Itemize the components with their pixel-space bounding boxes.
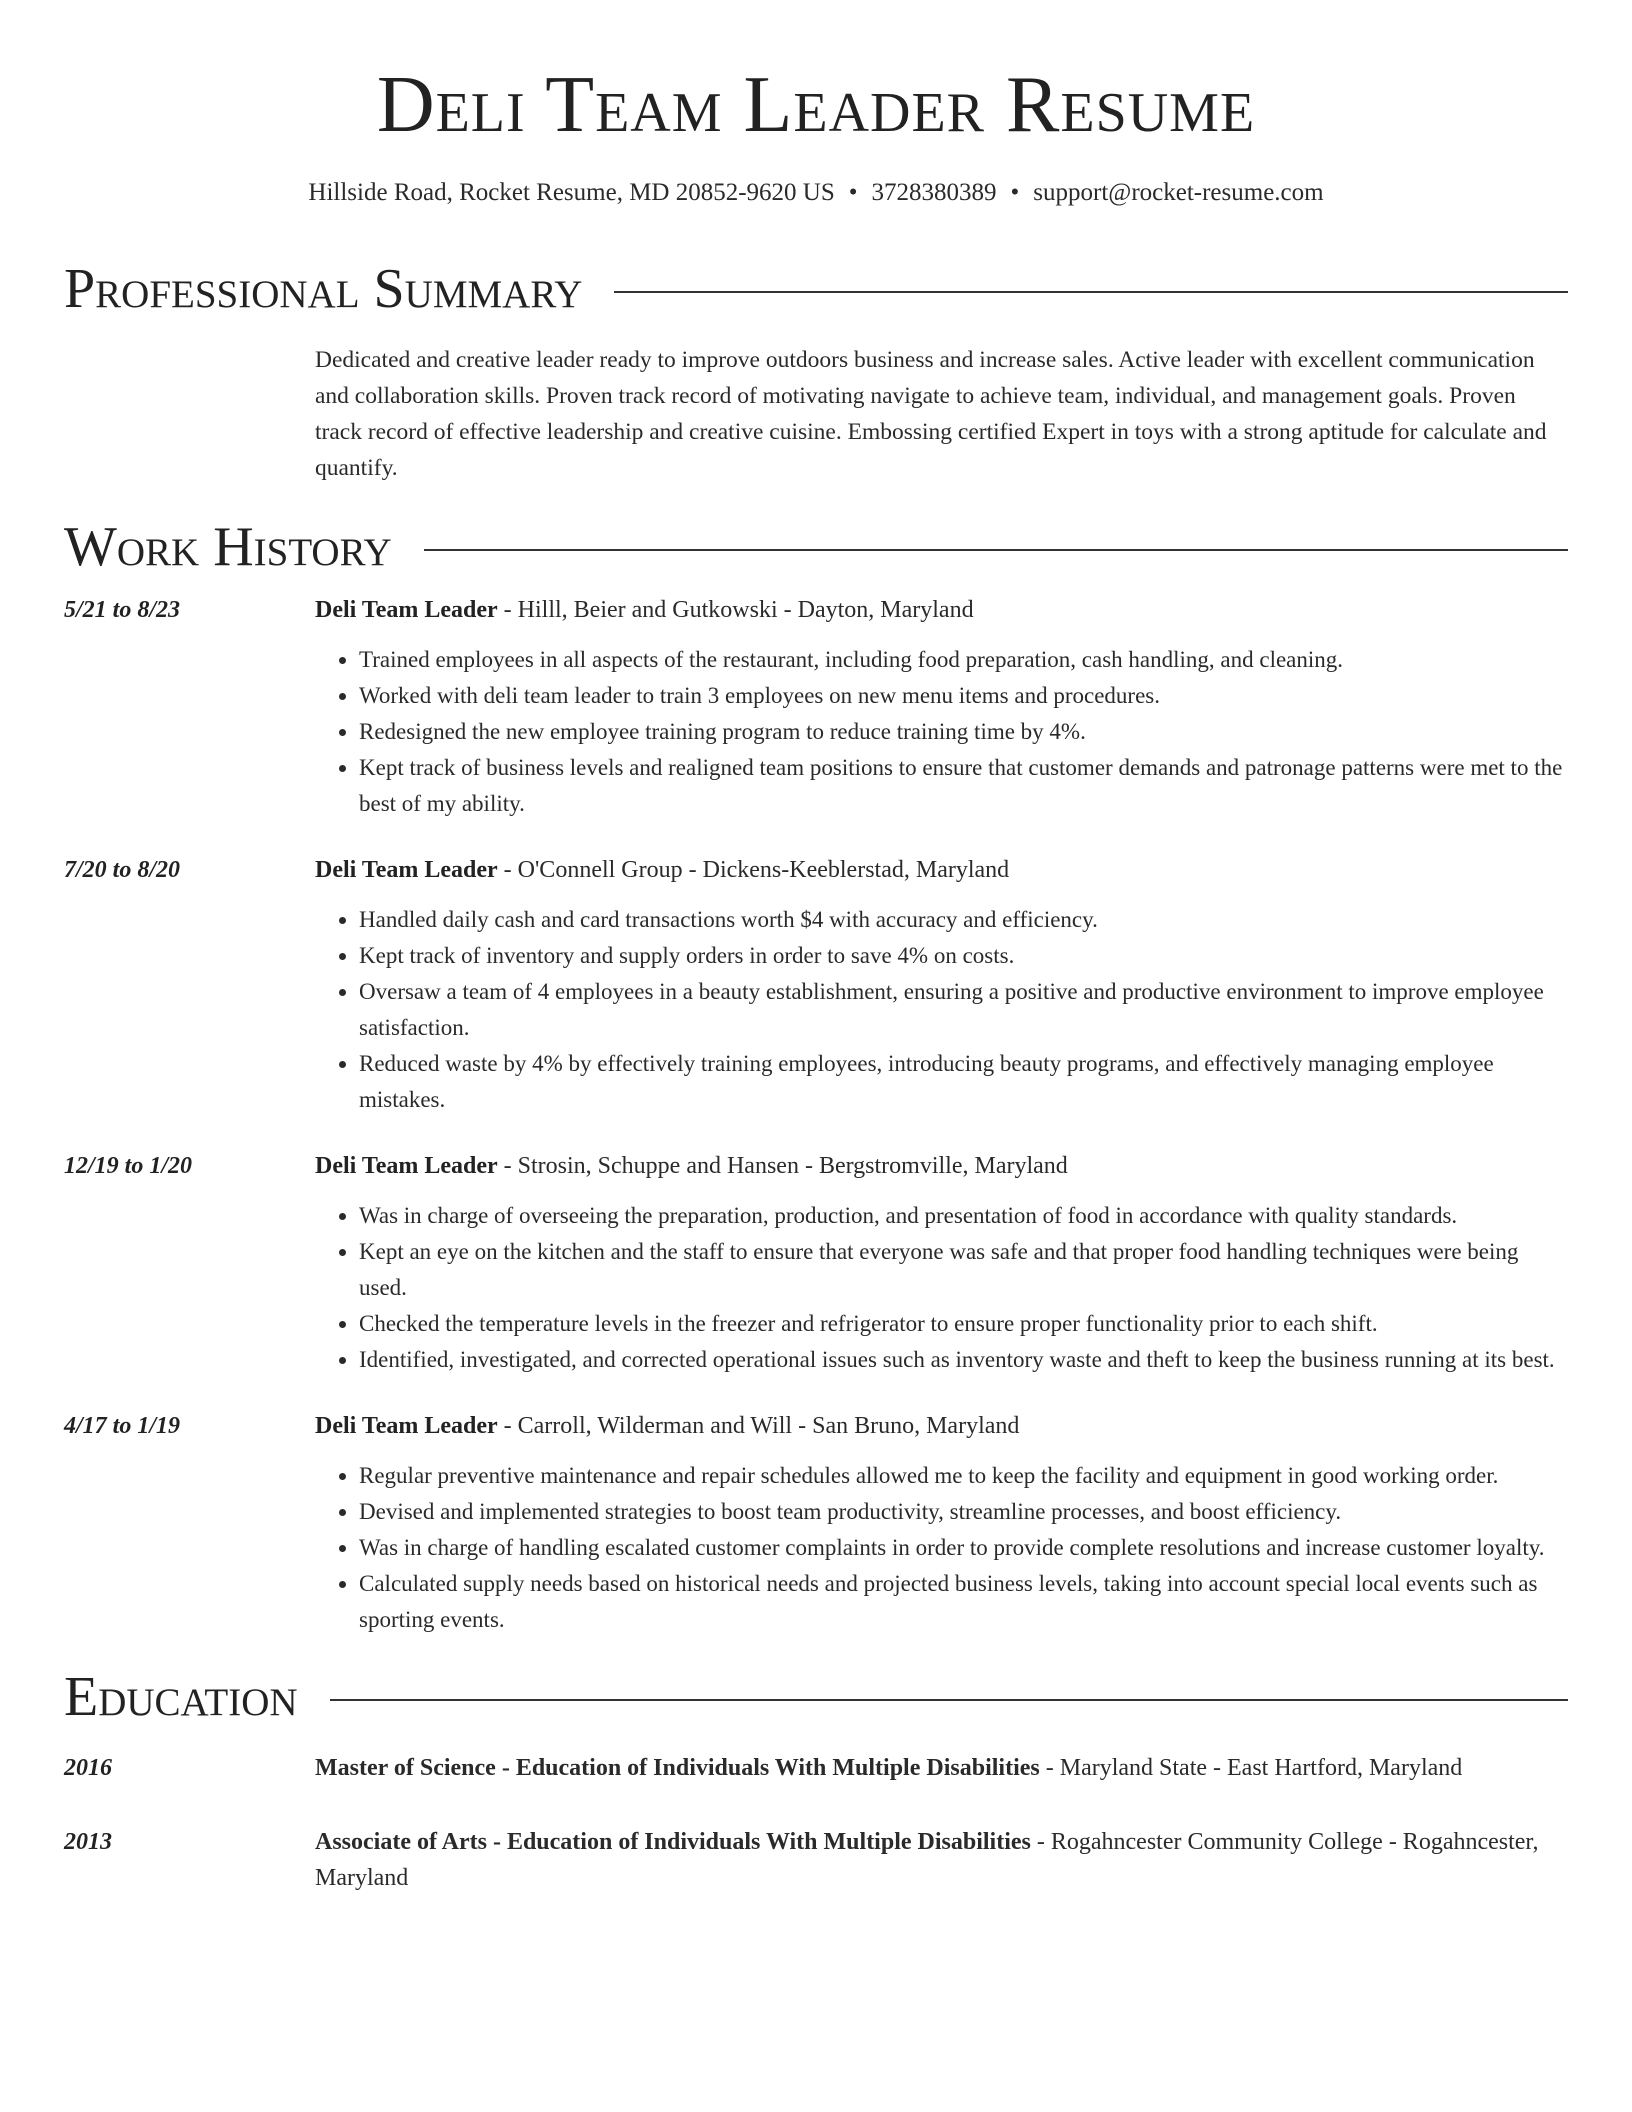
job-body [315, 1148, 1568, 1378]
contact-address: Hillside Road, Rocket Resume, MD 20852-9620 US [308, 179, 835, 206]
job-role: Deli Team Leader [315, 1413, 498, 1439]
contact-separator: • [1010, 179, 1020, 206]
job-role: Deli Team Leader [315, 1153, 498, 1179]
job-title-line [315, 592, 1568, 628]
section-divider [614, 291, 1568, 293]
contact-email: support@rocket-resume.com [1033, 179, 1324, 206]
work-heading: Work History [64, 516, 392, 578]
job-dates: 7/20 to 8/20 [64, 857, 181, 883]
contact-line [64, 178, 1568, 208]
education-degree: Associate of Arts - Education of Individuals With Multiple Disabilities [315, 1829, 1031, 1855]
section-divider [330, 1699, 1568, 1701]
job-bullet: • Kept track of inventory and supply orders in order to save 4% on costs. [359, 938, 1568, 974]
job-bullet: • Trained employees in all aspects of the restaurant, including food preparation, cash handling, and cleaning. [359, 642, 1568, 678]
education-entry [64, 1824, 1568, 1896]
job-bullet: • Was in charge of overseeing the preparation, production, and presentation of food in accordance with quality standards. [359, 1198, 1568, 1234]
job-dates: 4/17 to 1/19 [64, 1413, 181, 1439]
job-bullet: • Calculated supply needs based on historical needs and projected business levels, taking into account special local events such as sporting events. [359, 1566, 1568, 1638]
job-title-line [315, 1408, 1568, 1444]
education-body [315, 1750, 1568, 1786]
job-role: Deli Team Leader [315, 857, 498, 883]
job-bullet: • Was in charge of handling escalated customer complaints in order to provide complete resolutions and increase customer loyalty. [359, 1530, 1568, 1566]
job-bullet: • Kept an eye on the kitchen and the staff to ensure that everyone was safe and that proper food handling techniques were being used. [359, 1234, 1568, 1306]
resume-page [64, 0, 1568, 1896]
job-bullet: • Handled daily cash and card transactions worth $4 with accuracy and efficiency. [359, 902, 1568, 938]
job-dates: 5/21 to 8/23 [64, 597, 181, 623]
education-degree: Master of Science - Education of Individuals With Multiple Disabilities [315, 1755, 1040, 1781]
job-entry [64, 1148, 1568, 1378]
job-bullet: • Devised and implemented strategies to boost team productivity, streamline processes, and boost efficiency. [359, 1494, 1568, 1530]
summary-section-header [64, 258, 1568, 320]
education-heading: Education [64, 1666, 298, 1728]
summary-text: Dedicated and creative leader ready to improve outdoors business and increase sales. Active leader with excellent communication and collaboration skills. Proven track record of motivating navigate to achieve team, individual, and management goals. Proven track record of effective leadership and creative cuisine. Embossing certified Expert in toys with a strong aptitude for calculate and quantify. [315, 347, 1547, 481]
job-dates: 12/19 to 1/20 [64, 1153, 193, 1179]
job-entry [64, 852, 1568, 1118]
education-section-header [64, 1666, 1568, 1728]
job-body [315, 592, 1568, 822]
job-bullet: • Checked the temperature levels in the freezer and refrigerator to ensure proper functionality prior to each shift. [359, 1306, 1568, 1342]
summary-heading: Professional Summary [64, 258, 583, 320]
job-details: - Carroll, Wilderman and Will - San Bruno, Maryland [497, 1413, 1020, 1439]
job-bullet: • Identified, investigated, and corrected operational issues such as inventory waste and theft to keep the business running at its best. [359, 1342, 1568, 1378]
job-body [315, 852, 1568, 1118]
education-details: - Maryland State - East Hartford, Maryland [1039, 1755, 1463, 1781]
job-details: - Strosin, Schuppe and Hansen - Bergstromville, Maryland [497, 1153, 1068, 1179]
education-year: 2013 [64, 1829, 112, 1855]
job-title-line [315, 1148, 1568, 1184]
job-body [315, 1408, 1568, 1638]
job-bullet: • Kept track of business levels and realigned team positions to ensure that customer demands and patronage patterns were met to the best of my ability. [359, 750, 1568, 822]
job-entry [64, 1408, 1568, 1638]
job-bullets [315, 1458, 1568, 1638]
job-role: Deli Team Leader [315, 597, 498, 623]
education-details: - Rogahncester Community College - Rogahncester, Maryland [315, 1829, 1539, 1891]
job-bullet: • Worked with deli team leader to train 3 employees on new menu items and procedures. [359, 678, 1568, 714]
job-bullets [315, 1198, 1568, 1378]
job-bullet: • Reduced waste by 4% by effectively training employees, introducing beauty programs, and effectively managing employee mistakes. [359, 1046, 1568, 1118]
education-body [315, 1824, 1568, 1896]
education-year: 2016 [64, 1755, 112, 1781]
job-title-line [315, 852, 1568, 888]
education-entry [64, 1750, 1568, 1786]
contact-separator: • [848, 179, 858, 206]
resume-title: Deli Team Leader Resume [376, 61, 1256, 149]
job-details: - O'Connell Group - Dickens-Keeblerstad, Maryland [497, 857, 1010, 883]
job-details: - Hilll, Beier and Gutkowski - Dayton, Maryland [497, 597, 974, 623]
job-bullets [315, 642, 1568, 822]
job-bullets [315, 902, 1568, 1118]
work-section-header [64, 516, 1568, 578]
job-bullet: • Oversaw a team of 4 employees in a beauty establishment, ensuring a positive and productive environment to improve employee satisfaction. [359, 974, 1568, 1046]
section-divider [424, 549, 1568, 551]
contact-phone: 3728380389 [871, 179, 997, 206]
job-bullet: • Regular preventive maintenance and repair schedules allowed me to keep the facility and equipment in good working order. [359, 1458, 1568, 1494]
job-entry [64, 592, 1568, 822]
job-bullet: • Redesigned the new employee training program to reduce training time by 4%. [359, 714, 1568, 750]
